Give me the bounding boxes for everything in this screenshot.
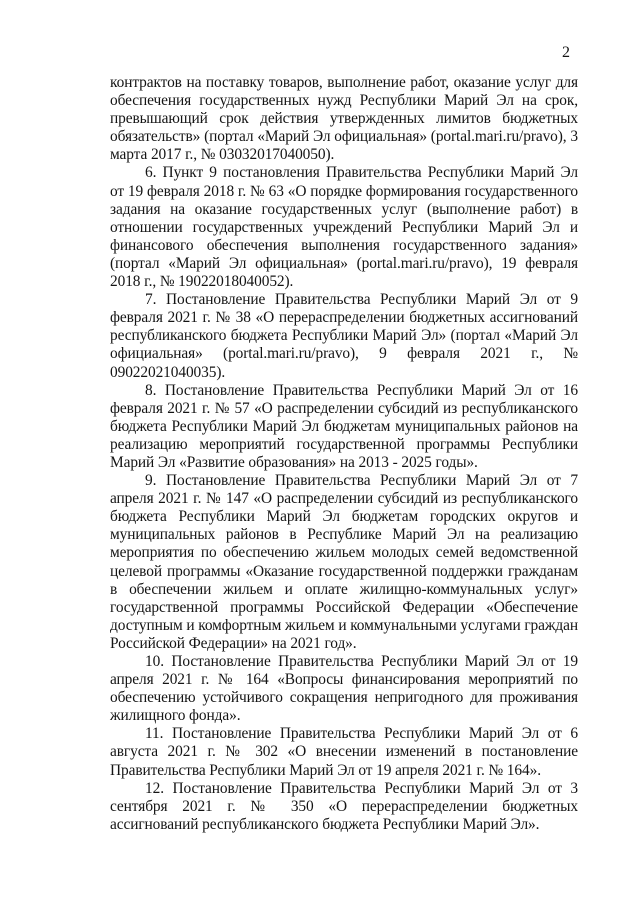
paragraph-item-11: 11. Постановление Правительства Республики Марий Эл от 6 августа 2021 г. № 302 «О внесении изменений в постановление Правительства Республики Марий Эл от 19 апреля 2021 г. № 164». <box>110 725 578 779</box>
paragraph-item-10: 10. Постановление Правительства Республики Марий Эл от 19 апреля 2021 г. № 164 «Вопросы финансирования мероприятий по обеспечению устойчивого сокращения непригодного для проживания жилищного фонда». <box>110 653 578 725</box>
document-body <box>110 74 578 834</box>
paragraph-item-7: 7. Постановление Правительства Республики Марий Эл от 9 февраля 2021 г. № 38 «О перераспределении бюджетных ассигнований республиканского бюджета Республики Марий Эл» (портал «Марий Эл официальная» (portal.mari.ru/pravo), 9 февраля 2021 г., № 09022021040035). <box>110 291 578 381</box>
page-number: 2 <box>562 44 570 61</box>
paragraph-item-8: 8. Постановление Правительства Республики Марий Эл от 16 февраля 2021 г. № 57 «О распределении субсидий из республиканского бюджета Республики Марий Эл бюджетам муниципальных районов на реализацию мероприятий государственной программы Республики Марий Эл «Развитие образования» на 2013 - 2025 годы». <box>110 381 578 471</box>
paragraph-item-9: 9. Постановление Правительства Республики Марий Эл от 7 апреля 2021 г. № 147 «О распределении субсидий из республиканского бюджета Республики Марий Эл бюджетам городских округов и муниципальных районов в Республике Марий Эл на реализацию мероприятия по обеспечению жильем молодых семей ведомственной целевой программы «Оказание государственной поддержки гражданам в обеспечении жильем и оплате жилищно-коммунальных услуг» государственной программы Российской Федерации «Обеспечение доступным и комфортным жильем и коммунальными услугами граждан Российской Федерации» на 2021 год». <box>110 472 579 652</box>
paragraph-continuation: контрактов на поставку товаров, выполнение работ, оказание услуг для обеспечения государственных нужд Республики Марий Эл на срок, превышающий срок действия утвержденных лимитов бюджетных обязательств» (портал «Марий Эл официальная» (portal.mari.ru/pravo), 3 марта 2017 г., № 03032017040050). <box>110 74 578 164</box>
paragraph-item-6: 6. Пункт 9 постановления Правительства Республики Марий Эл от 19 февраля 2018 г. № 63 «О порядке формирования государственного задания на оказание государственных услуг (выполнение работ) в отношении государственных учреждений Республики Марий Эл и финансового обеспечения выполнения государственного задания» (портал «Марий Эл официальная» (portal.mari.ru/pravo), 19 февраля 2018 г., № 19022018040052). <box>110 164 578 291</box>
paragraph-item-12: 12. Постановление Правительства Республики Марий Эл от 3 сентября 2021 г. № 350 «О перераспределении бюджетных ассигнований республиканского бюджета Республики Марий Эл». <box>110 779 578 833</box>
